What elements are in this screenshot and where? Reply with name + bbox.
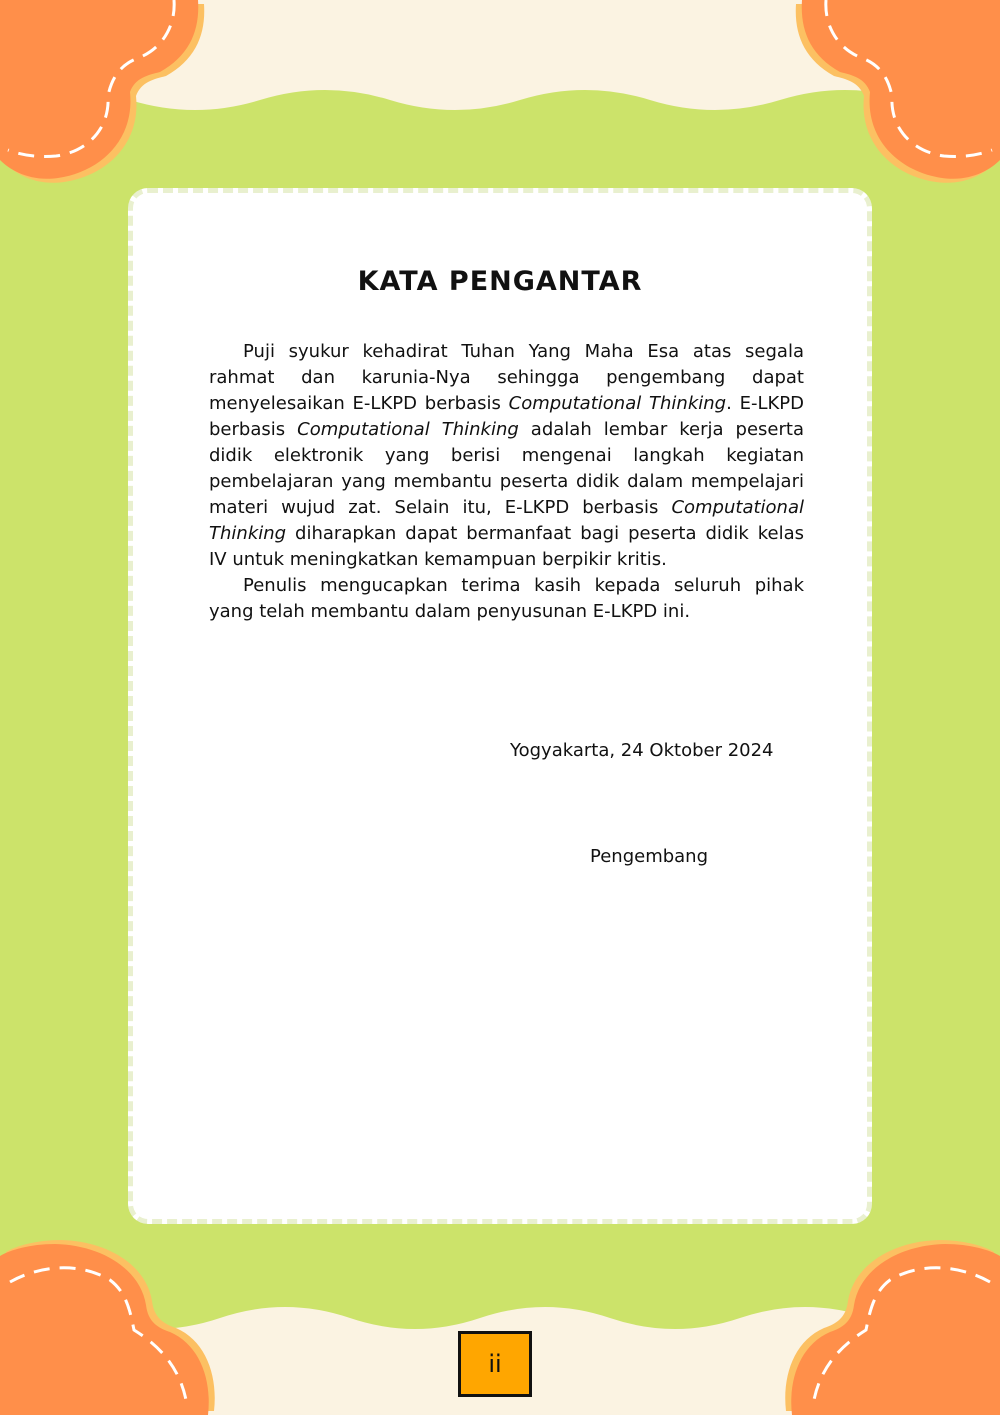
body-text <box>209 339 804 625</box>
signer-label: Pengembang <box>590 846 709 867</box>
paragraph-1-italic-3: Computational Thinking <box>209 497 804 544</box>
paragraph-1-part-1: Puji syukur kehadirat Tuhan Yang Maha Esa atas segala rahmat dan karunia-Nya sehingga pengembang dapat menyelesaikan E-LKPD berbasis <box>209 341 804 414</box>
paragraph-1-italic-2: Computational Thinking <box>297 419 519 440</box>
paragraph-2: Penulis mengucapkan terima kasih kepada seluruh pihak yang telah membantu dalam penyusunan E-LKPD ini. <box>209 575 804 622</box>
paragraph-1-part-4: diharapkan dapat bermanfaat bagi peserta didik kelas IV untuk meningkatkan kemampuan berpikir kritis. <box>209 523 804 570</box>
paragraph-1-part-3: adalah lembar kerja peserta didik elektronik yang berisi mengenai langkah kegiatan pembelajaran yang membantu peserta didik dalam mempelajari materi wujud zat. Selain itu, E-LKPD berbasis <box>209 419 804 518</box>
page-number-badge: ii <box>458 1331 532 1397</box>
place-date: Yogyakarta, 24 Oktober 2024 <box>510 740 774 761</box>
paragraph-1 <box>209 339 804 573</box>
paragraph-1-part-2: . E-LKPD berbasis <box>209 393 805 440</box>
paragraph-1-italic-1: Computational Thinking <box>508 393 727 414</box>
page-title: KATA PENGANTAR <box>357 266 643 297</box>
